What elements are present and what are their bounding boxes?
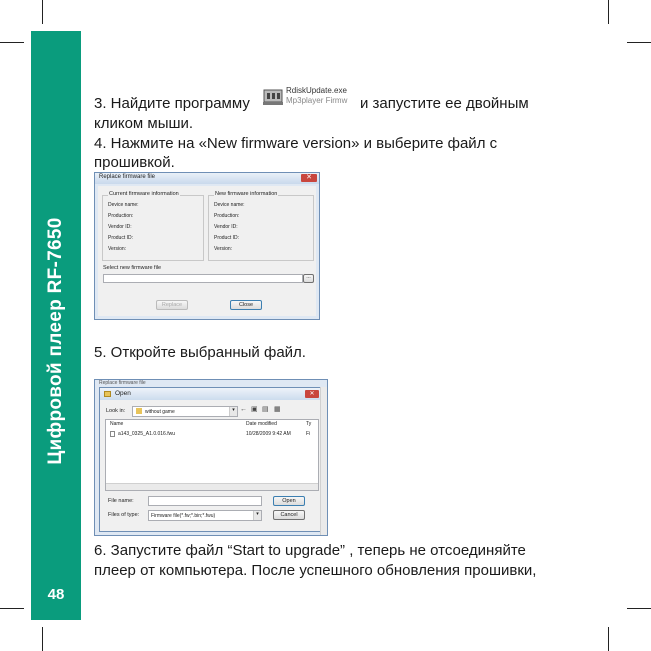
- folder-icon: [136, 408, 142, 414]
- replace-button[interactable]: Replace: [156, 300, 188, 310]
- dialog-title: Open: [115, 390, 131, 397]
- crop-mark: [42, 627, 43, 651]
- dialog-titlebar: [100, 388, 322, 400]
- field-label: Device name:: [108, 202, 139, 208]
- column-header-type[interactable]: Ty: [306, 421, 312, 427]
- crop-mark: [627, 42, 651, 43]
- current-firmware-group: [102, 191, 204, 261]
- crop-mark: [627, 608, 651, 609]
- field-label: Production:: [108, 213, 134, 219]
- up-folder-icon[interactable]: ▣: [251, 406, 258, 413]
- step3-line1-start: 3. Найдите программу: [94, 95, 250, 112]
- browse-button[interactable]: ...: [303, 274, 314, 283]
- step3-line2: кликом мыши.: [94, 115, 194, 132]
- sidebar: [31, 31, 81, 620]
- step6-line2: плеер от компьютера. После успешного обновления прошивки,: [94, 562, 537, 579]
- cancel-button[interactable]: Cancel: [273, 510, 305, 520]
- look-in-value: without game: [145, 409, 175, 415]
- field-label: Production:: [214, 213, 240, 219]
- program-shortcut: [262, 84, 358, 110]
- field-label: Device name:: [214, 202, 245, 208]
- field-label: Product ID:: [214, 235, 240, 241]
- back-icon[interactable]: ←: [240, 406, 247, 413]
- vertical-scrollbar[interactable]: [320, 387, 327, 535]
- field-label: Vendor ID:: [108, 224, 132, 230]
- sidebar-title: Цифровой плеер RF-7650: [45, 217, 66, 465]
- file-icon: [110, 431, 115, 437]
- chevron-down-icon[interactable]: ▾: [229, 407, 237, 416]
- file-row[interactable]: [108, 430, 311, 438]
- file-name-label: File name:: [108, 498, 134, 504]
- field-label: Vendor ID:: [214, 224, 238, 230]
- crop-mark: [608, 627, 609, 651]
- field-label: Product ID:: [108, 235, 134, 241]
- file-type-select[interactable]: [148, 510, 262, 521]
- step4-line2: прошивкой.: [94, 154, 175, 171]
- folder-icon: [104, 391, 111, 397]
- window-title: Replace firmware file: [99, 174, 156, 180]
- column-header-date[interactable]: Date modified: [246, 421, 277, 427]
- file-name-input[interactable]: [148, 496, 262, 506]
- file-type-label: Files of type:: [108, 512, 140, 518]
- open-button[interactable]: Open: [273, 496, 305, 506]
- window-titlebar: [95, 173, 319, 184]
- group-label: New firmware information: [215, 191, 278, 197]
- file-list: [105, 419, 319, 491]
- window-client: [98, 186, 316, 316]
- close-button[interactable]: Close: [230, 300, 262, 310]
- group-label: Current firmware information: [109, 191, 179, 197]
- program-name: RdiskUpdate.exe: [286, 86, 347, 95]
- background-window-titlebar: [95, 380, 327, 387]
- new-firmware-group: [208, 191, 314, 261]
- file-name: a143_0325_A1.0.016.fwu: [118, 431, 175, 437]
- column-header-name[interactable]: Name: [110, 421, 124, 427]
- crop-mark: [0, 608, 24, 609]
- close-icon[interactable]: ✕: [305, 390, 319, 398]
- horizontal-scrollbar[interactable]: [106, 483, 318, 490]
- field-label: Version:: [108, 246, 127, 252]
- crop-mark: [42, 0, 43, 24]
- new-folder-icon[interactable]: ▤: [262, 406, 269, 413]
- firmware-path-input[interactable]: [103, 274, 303, 283]
- background-window-title: Replace firmware file: [99, 380, 146, 386]
- crop-mark: [0, 42, 24, 43]
- step5: 5. Откройте выбранный файл.: [94, 344, 306, 361]
- crop-mark: [608, 0, 609, 24]
- page-number: 48: [47, 586, 65, 603]
- view-menu-icon[interactable]: ▦: [274, 406, 281, 413]
- file-date: 10/28/2009 9:42 AM: [246, 431, 291, 437]
- field-label: Version:: [214, 246, 233, 252]
- file-type-value: Firmware file(*.fw;*.bin;*.fwu): [151, 513, 216, 519]
- look-in-select[interactable]: [132, 406, 238, 417]
- open-dialog-screenshot: [94, 379, 328, 536]
- open-dialog: [99, 387, 323, 532]
- step4-line1: 4. Нажмите на «New firmware version» и выберите файл с: [94, 135, 498, 152]
- mp3-player-program-icon: [262, 86, 284, 108]
- file-type: Fi: [306, 431, 311, 437]
- step3-line1-end: и запустите ее двойным: [360, 95, 529, 112]
- step6-line1: 6. Запустите файл “Start to upgrade” , теперь не отсоединяйте: [94, 542, 526, 559]
- look-in-label: Look in:: [106, 408, 126, 414]
- select-file-label: Select new firmware file: [103, 265, 162, 271]
- program-description: Mp3player Firmw: [286, 96, 348, 105]
- close-icon[interactable]: ✕: [301, 174, 317, 182]
- replace-firmware-window: [94, 172, 320, 320]
- chevron-down-icon[interactable]: ▾: [253, 511, 261, 520]
